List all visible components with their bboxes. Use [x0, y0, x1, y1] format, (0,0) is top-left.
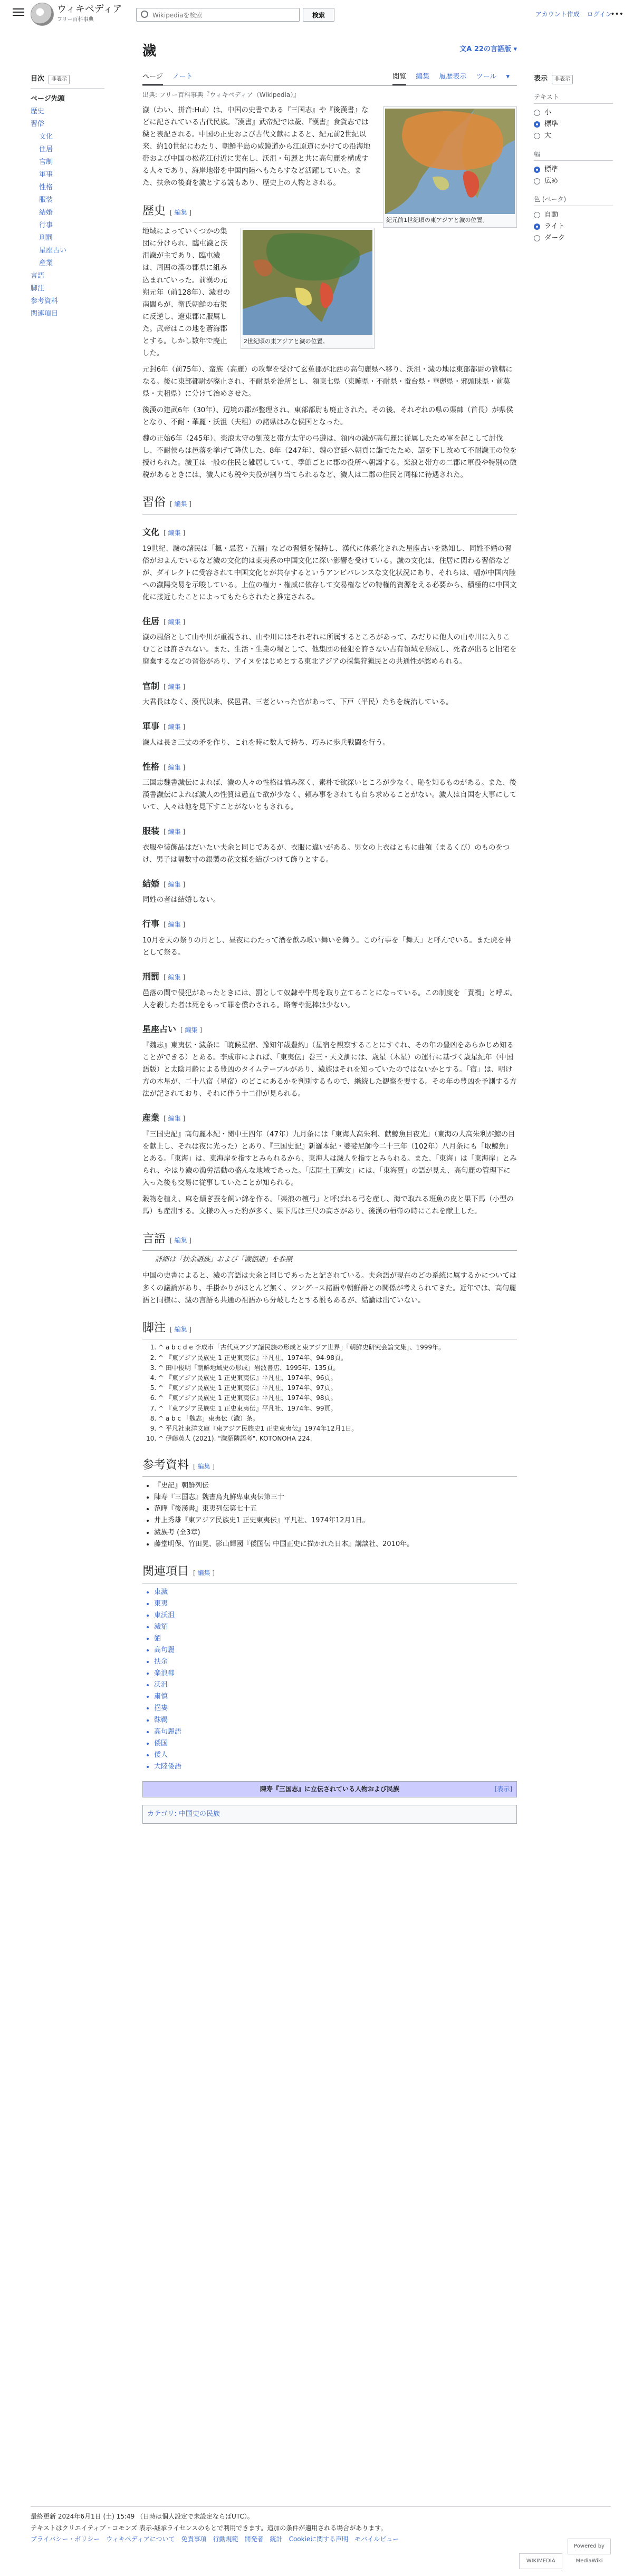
related-link[interactable]: • 挹婁	[154, 1703, 517, 1714]
toc-item[interactable]: ページ先頭	[31, 94, 65, 103]
edit-link[interactable]: [ 編集 ]	[193, 1463, 215, 1471]
footnote-item: 1. ^ a b c d e 李成市「古代東アジア諸民族の形成と東アジア世界」『朝鮮史研究会論文集』、1999年。	[158, 1343, 517, 1353]
footnote-item: 8. ^ a b c 「魏志」東夷伝（濊）条。	[158, 1414, 517, 1424]
related-link[interactable]: • 倭人	[154, 1749, 517, 1761]
history-paragraph: 元封6年（前75年）、蛮族（高麗）の攻撃を受けて玄菟郡が北西の高句麗県へ移り、沃沮・濊の地は東部都尉の管轄になる。後に東部都尉が廃止され、不耐県を治所とし、領東七県（東暆県・不耐県・蚕台県・華麗県・邪頭昧県・前莫県・夫租県）に分けて治めさせた。	[142, 365, 513, 398]
subsection-paragraph: 同姓の者は結婚しない。	[142, 896, 220, 905]
appearance-panel	[534, 74, 613, 244]
edit-link[interactable]: [ 編集 ]	[164, 921, 186, 929]
map-caption-2: 2世紀頃の東アジアと濊の位置。	[244, 338, 329, 345]
toc-item[interactable]: 文化	[39, 132, 53, 141]
footnote-item: 2. ^ 『東アジア民族史 1 正史東夷伝』平凡社、1974年、94-98頁。	[158, 1353, 517, 1363]
section-customs-title: 習俗	[142, 496, 166, 510]
radio-icon	[534, 178, 540, 184]
section-refs-title: 参考資料	[142, 1459, 189, 1472]
reference-item: • 范曄『後漢書』東夷列伝第七十五	[154, 1503, 517, 1515]
map-image-1	[385, 109, 515, 214]
related-link[interactable]: • 東夷	[154, 1598, 517, 1610]
subsection-heading	[142, 760, 517, 774]
toc-item[interactable]: 脚注	[31, 284, 45, 293]
text-size-option[interactable]	[534, 107, 613, 119]
subsection-title: 星座占い	[142, 1024, 177, 1034]
toc-item[interactable]: 服装	[39, 196, 53, 204]
appearance-title: 表示	[534, 75, 548, 83]
reference-item: • 『史記』朝鮮列伝	[154, 1480, 517, 1492]
section-notes-title: 脚注	[142, 1321, 166, 1335]
article-source: 出典: フリー百科事典『ウィキペディア（Wikipedia）』	[142, 91, 300, 99]
tab-page[interactable]: ページ	[142, 70, 163, 85]
search-icon	[141, 11, 148, 18]
navbox-title-link[interactable]: 陳寿『三国志』に立伝されている人物および民族	[260, 1785, 399, 1793]
related-link[interactable]: • 濊貊	[154, 1621, 517, 1633]
related-link[interactable]: • 高句麗	[154, 1645, 517, 1656]
toc-item[interactable]: 星座占い	[39, 246, 67, 255]
page-title: 濊	[142, 43, 157, 59]
text-size-option-label: 小	[544, 108, 552, 116]
edit-link[interactable]: [ 編集 ]	[170, 1237, 192, 1245]
footnote-item: 5. ^ 『東アジア民族史 1 正史東夷伝』平凡社、1974年、97頁。	[158, 1383, 517, 1393]
tab-tools[interactable]: ツール ▾	[476, 70, 510, 84]
subsection-paragraph: 三国志魏書濊伝によれば、濊の人々の性格は慎み深く、素朴で欲深いところが少なく、恥を知るものがある。また、後漢書濊伝によれば濊人の性質は愚直で欲が少なく、頼み事をされても自ら求めることがない。濊人は自国を大事にしていて、人々は他を見下すことがないともされる。	[142, 779, 517, 812]
toc-item[interactable]: 軍事	[39, 170, 53, 179]
color-option-label: ダーク	[544, 234, 565, 242]
color-option[interactable]	[534, 221, 613, 232]
section-related-title: 関連項目	[142, 1564, 189, 1578]
toc-list	[31, 93, 104, 320]
related-link[interactable]: • 沃沮	[154, 1679, 517, 1691]
search-button[interactable]: 検索	[303, 8, 334, 22]
license-text: テキストはクリエイティブ・コモンズ 表示-継承ライセンスのもとで利用できます。追加の条件が適用される場合があります。	[31, 2524, 387, 2532]
text-size-option-label: 標準	[544, 120, 559, 128]
radio-icon	[534, 167, 540, 173]
subsection-paragraph: 19世紀、濊の諸民は「楓・忌惹・五福」などの習慣を保持し、漢代に体系化された星座占いを熟知し、同姓不婚の習俗がおよんでいるなど濊の文化的は東夷系の中国文化に深い影響を受けている。濊の文化は、住居に関わる習俗などが、ダイレクトに受容されて中国文化とが共存するというアンビバレンスな文化状況にあり、それらは、幅が中国内陸への濊陽交易を示唆している。上位の権力・権威に依存して交易権などの特権的資源をえる必要から、積極的に中国文化に接近したことによってもたらされたと推定される。	[142, 545, 517, 601]
footer-link[interactable]: Cookieに関する声明	[289, 2535, 349, 2543]
navbox	[142, 1781, 517, 1797]
tab-tools-label: ツール	[476, 73, 497, 81]
text-size-option-label: 大	[544, 131, 552, 140]
edit-link[interactable]: [ 編集 ]	[164, 974, 186, 981]
subsection-paragraph: 衣服や装飾品はだいたい夫余と同じであるが、衣服に違いがある。男女の上衣はともに曲領（まるくび）のものをつけ、男子は幅数寸の銀製の花文様を結びつけて飾りとする。	[142, 843, 510, 864]
article-body	[142, 104, 517, 1824]
more-options-icon[interactable]: •••	[610, 10, 624, 18]
related-link[interactable]: • 東沃沮	[154, 1610, 517, 1621]
subsection-paragraph: 邑落の間で侵犯があったときには、罰として奴隷や牛馬を取り立てることになっている。この制度を「責禍」と呼ぶ。人を殺した者は死をもって罪を償わされる。略奪や泥棒は少ない。	[142, 989, 517, 1009]
subsection-paragraph: 穀物を植え、麻を績ぎ蚕を飼い綿を作る。「楽浪の檀弓」と呼ばれる弓を産し、海で取れる班魚の皮と果下馬（小型の馬）も産出する。文様の入った豹が多く、果下馬は三尺の高さがあり、後漢の桓帝の時にこれを献上した。	[142, 1195, 514, 1216]
edit-link[interactable]: [ 編集 ]	[170, 1325, 192, 1333]
toc-item[interactable]: 関連項目	[31, 309, 59, 318]
page-footer	[31, 2506, 611, 2564]
edit-link[interactable]: [ 編集 ]	[180, 1026, 203, 1034]
width-option[interactable]	[534, 176, 613, 187]
edit-link[interactable]: [ 編集 ]	[164, 683, 186, 691]
footnotes-list	[142, 1343, 517, 1444]
category-box	[142, 1805, 517, 1824]
article	[142, 42, 517, 1824]
tab-history[interactable]: 履歴表示	[439, 73, 467, 81]
footnote-item: 3. ^ 田中俊明「朝鮮地域史の形成」岩波書店、1995年、135頁。	[158, 1363, 517, 1373]
history-paragraph: 後漢の建武6年（30年）、辺境の郡が整理され、東部都尉も廃止された。その後、それぞれの県の渠帥（首長）が県侯となり、不耐・華麗・沃沮（夫租）の諸県はみな侯国となった。	[142, 406, 513, 427]
section-notes-heading	[142, 1318, 517, 1340]
subsection-heading	[142, 877, 517, 891]
edit-link[interactable]: [ 編集 ]	[170, 208, 192, 216]
tab-talk[interactable]: ノート	[172, 73, 193, 81]
main-menu-icon[interactable]	[13, 6, 24, 18]
edit-link[interactable]: [ 編集 ]	[164, 828, 186, 836]
subsection-title: 軍事	[142, 721, 160, 732]
width-option-label: 広め	[544, 177, 559, 185]
width-options	[534, 164, 613, 187]
subsection-heading	[142, 1022, 517, 1037]
radio-icon	[534, 133, 540, 139]
footnote-item: 10. ^ 伊藤英人 (2021). "濊貊隣語考". KOTONOHA 224.	[158, 1434, 517, 1444]
subsection-paragraph: 10月を天の祭りの月とし、昼夜にわたって酒を飲み歌い舞いを舞う。この行事を「舞天」と呼んでいる。また虎を神として祭る。	[142, 936, 512, 957]
hatnote: 詳細は「扶余語族」および「濊貊語」を参照	[155, 1256, 293, 1264]
toc-item[interactable]: 参考資料	[31, 297, 59, 305]
toc-item[interactable]: 性格	[39, 183, 53, 191]
radio-icon	[534, 110, 540, 116]
toc-item[interactable]: 産業	[39, 259, 53, 267]
subsection-paragraph: 『魏志』東夷伝・濊条に「暁候星宿、豫知年歳豊約」（星宿を観察することにすぐれ、その年の豊凶をあらかじめ知ることができる）とある。李成市によれば、「東夷伝」巻三・天文訓には、歳星（木星）の運行に基づく歳星紀年（中国語版）と太陰月齢による豊凶のタイムテーブルがあり、濊族はそれを知っていたのではないかとする。「宿」は、明け方の木星が、二十八宿（星宿）のどこにあるかを判別するもので、継続した観察を要する。その年の豊凶を予測する方法が記されており、それに伴う十二律が見られる。	[142, 1042, 517, 1099]
appearance-hide-button[interactable]: 非表示	[552, 75, 573, 84]
login-link[interactable]: ログイン	[587, 11, 612, 18]
map-figure-1[interactable]	[383, 106, 517, 227]
related-link[interactable]: • 東濊	[154, 1587, 517, 1598]
references-list	[142, 1480, 517, 1550]
language-paragraph: 中国の史書によると、濊の言語は夫余と同じであったと記されている。夫余語が現在のどの系統に属するかについては多くの議論があり、手掛かりがほとんど無く、ツングース諸語や朝鮮語との関係が考えられてきた。近年では、高句麗語と同様に、濊の言語も共通の祖語から分岐したとする説もあるが、結論は出ていない。	[142, 1272, 517, 1305]
subsection-title: 住居	[142, 616, 160, 626]
subsection-heading	[142, 1111, 517, 1125]
footer-link[interactable]: 開発者	[244, 2535, 264, 2543]
width-label: 幅	[534, 149, 613, 161]
history-paragraph: 地域によっていくつかの集団に分けられ、臨屯濊と沃沮濊が主であり、臨屯濊は、周囲の漢の郡県に組み込まれていった。前漢の元朔元年（前128年）、濊君の南閭らが、衛氏朝鮮の右渠に反逆し、遼東郡に服属した。武帝はこの地を蒼海郡とする。しかし数年で廃止した。	[142, 228, 231, 357]
footer-link[interactable]: 行動規範	[213, 2535, 238, 2543]
subsection-heading	[142, 719, 517, 734]
subsection-title: 行事	[142, 919, 160, 929]
toc-item[interactable]: 行事	[39, 221, 53, 229]
wikipedia-logo-icon[interactable]	[31, 3, 54, 26]
section-customs-heading	[142, 493, 517, 514]
related-link[interactable]: • 扶余	[154, 1656, 517, 1668]
edit-link[interactable]: [ 編集 ]	[164, 723, 186, 731]
radio-icon	[534, 121, 540, 128]
site-header	[0, 0, 633, 26]
color-options	[534, 209, 613, 244]
navbox-title	[143, 1782, 516, 1797]
subsection-heading	[142, 824, 517, 839]
width-option[interactable]	[534, 164, 613, 176]
subsection-heading	[142, 679, 517, 694]
search-box[interactable]	[136, 8, 300, 22]
edit-link[interactable]: [ 編集 ]	[164, 529, 186, 537]
edit-link[interactable]: [ 編集 ]	[193, 1569, 215, 1577]
footer-link[interactable]: 免責事項	[181, 2535, 207, 2543]
footer-link[interactable]: 統計	[270, 2535, 283, 2543]
search-input[interactable]	[151, 9, 296, 21]
toc-item[interactable]: 言語	[31, 271, 45, 280]
subsection-title: 刑罰	[142, 971, 160, 982]
customs-subsections	[142, 525, 517, 1218]
text-size-option[interactable]	[534, 119, 613, 130]
radio-icon	[534, 212, 540, 218]
map-caption-1: 紀元前1世紀頃の東アジアと濊の位置。	[386, 217, 488, 224]
reference-item: • 陳寿『三国志』魏書烏丸鮮卑東夷伝第三十	[154, 1492, 517, 1503]
subsection-title: 結婚	[142, 878, 160, 889]
section-related-heading	[142, 1562, 517, 1583]
footnote-item: 7. ^ 『東アジア民族史 1 正史東夷伝』平凡社、1974年、99頁。	[158, 1404, 517, 1414]
toc-title: 目次	[31, 75, 45, 83]
color-option[interactable]	[534, 232, 613, 244]
personal-tools	[530, 9, 612, 20]
subsection-paragraph: 大君長はなく、漢代以来、侯邑君、三老といった官があって、下戸（平民）たちを統治している。	[142, 698, 453, 707]
subsection-heading	[142, 614, 517, 629]
subsection-paragraph: 濊の風俗として山や川が重視され、山や川にはそれぞれに所属するところがあって、みだりに他人の山や川に入りこむことは許されない。また、生活・生業の場として、他集団の侵犯を許さない占有領域を形成し、死者が出ると旧宅を廃棄するなどの習俗があり、アイヌをはじめとする東北アジアの採集狩猟民との共通性が認められる。	[142, 634, 517, 666]
footer-link[interactable]: プライバシー・ポリシー	[31, 2535, 100, 2543]
language-count: 22の言語版	[474, 45, 511, 53]
subsection-title: 官制	[142, 681, 160, 691]
toc-item[interactable]: 習俗	[31, 120, 45, 128]
subsection-title: 性格	[142, 761, 160, 772]
map-image-2	[243, 230, 372, 335]
edit-link[interactable]: [ 編集 ]	[164, 880, 186, 888]
subsection-paragraph: 濊人は長さ三丈の矛を作り、これを時に数人で持ち、巧みに歩兵戦闘を行う。	[142, 738, 390, 747]
map-figure-2[interactable]	[241, 228, 375, 348]
color-label: 色 (ベータ)	[534, 195, 613, 206]
related-link[interactable]: • 倭国	[154, 1738, 517, 1749]
footnote-item: 4. ^ 『東アジア民族史 1 正史東夷伝』平凡社、1974年、96頁。	[158, 1373, 517, 1383]
tab-read[interactable]: 閲覧	[392, 70, 406, 85]
footnote-item: 9. ^ 平凡社東洋文庫『東アジア民族史1 正史東夷伝』1974年12月1日。	[158, 1424, 517, 1434]
related-link[interactable]: • 高句麗語	[154, 1726, 517, 1738]
reference-item: • 藤堂明保、竹田晃、影山輝國『倭国伝 中国正史に描かれた日本』講談社、2010年。	[154, 1539, 517, 1550]
edit-link[interactable]: [ 編集 ]	[164, 618, 186, 626]
edit-link[interactable]: [ 編集 ]	[164, 1115, 186, 1123]
footer-link[interactable]: ウィキペディアについて	[106, 2535, 175, 2543]
subsection-title: 服装	[142, 826, 160, 837]
related-link[interactable]: • 貊	[154, 1633, 517, 1645]
reference-item: • 井上秀雄『東アジア民族史1 正史東夷伝』平凡社、1974年12月1日。	[154, 1515, 517, 1527]
section-history-title: 歴史	[142, 204, 166, 218]
toc-item[interactable]: 住居	[39, 145, 53, 153]
last-edited: 最終更新 2024年6月1日 (土) 15:49 （日時は個人設定で未設定ならばUTC）。	[31, 2513, 254, 2520]
toc-item[interactable]: 官制	[39, 158, 53, 166]
text-size-label: テキスト	[534, 92, 613, 104]
page-tabs	[142, 70, 517, 86]
subsection-heading	[142, 969, 517, 984]
tab-edit[interactable]: 編集	[416, 73, 430, 81]
history-paragraph: 魏の正始6年（245年）、楽浪太守の劉茂と帯方太守の弓遵は、領内の濊が高句麗に従属したため軍を起こして討伐し、不耐侯らは邑落を挙げて降伏した。8年（247年）、魏の宮廷へ朝貢に詣でたため、詔を下し改めて不耐濊王の位を授けられた。濊王は一般の住民と雑居していて、季節ごとに郡の役所へ朝謁する。楽浪と帯方の二郡に軍役や特別の徴税があるときには、濊人にも税や夫役が割り当てられるなど、濊人は二郡の住民と同様に待遇された。	[142, 435, 517, 480]
text-size-options	[534, 107, 613, 142]
language-button[interactable]: 文A 22の言語版 ▾	[459, 45, 517, 53]
color-option-label: 自動	[544, 210, 559, 219]
table-of-contents	[31, 74, 104, 320]
toc-item[interactable]: 結婚	[39, 208, 53, 217]
subsection-paragraph: 『三国史記』高句麗本紀・閔中王四年（47年）九月条には「東海人高朱利、献鯨魚目夜光」（東海の人高朱利が鯨の目を献上し、それは夜に光った）とあり、『三国史記』新羅本紀・婆娑尼師今二十三年（102年）八月条にも「取鯨魚」とある。「東海」は、東海岸を指すとみられるから、東海人は濊人を指すとみられる。また、「東海」は「東海岸」とみられ、やはり濊の漁労活動の盛んな地域であった。「広開土王碑文」には、「東海賈」の語が見え、高句麗の管理下に入った後も交易に従事していたことが知られる。	[142, 1130, 517, 1188]
mediawiki-badge[interactable]: Powered by MediaWiki	[568, 2539, 611, 2554]
subsection-heading	[142, 917, 517, 931]
related-link[interactable]: • 大陸倭語	[154, 1761, 517, 1773]
reference-item: • 濊族考 (全3章)	[154, 1527, 517, 1539]
width-option-label: 標準	[544, 165, 559, 173]
edit-link[interactable]: [ 編集 ]	[170, 500, 192, 508]
site-wordmark[interactable]: ウィキペディア	[57, 4, 122, 15]
footer-badges	[516, 2539, 611, 2569]
related-list	[142, 1587, 517, 1773]
section-language-title: 言語	[142, 1232, 166, 1246]
edit-link[interactable]: [ 編集 ]	[164, 763, 186, 771]
footer-link[interactable]: モバイルビュー	[354, 2535, 399, 2543]
navbox-toggle[interactable]: [表示]	[494, 1785, 512, 1793]
section-refs-heading	[142, 1455, 517, 1477]
footnote-item: 6. ^ 『東アジア民族史 1 正史東夷伝』平凡社、1974年、98頁。	[158, 1393, 517, 1403]
intro-paragraph: 濊（わい、拼音:Huì）は、中国の史書である『三国志』や『後漢書』などに記されている古代民族。『漢書』武帝紀では薉、『漢書』食貨志では穢と表記される。中国の正史および古代文献によると、紀元前2世紀以来、約10世紀にわたり、朝鮮半島の咸鏡道から江原道にかけての沿海地帯および中国の松花江付近に実在し、沃沮・句麗と共に高句麗を構成する人々であり、海岸地帯を中国内陸へもたらすなど活躍していた。また、扶余の後裔を濊とする説もあり、歴史上の人物とされる。	[142, 106, 371, 188]
related-link[interactable]: • 楽浪郡	[154, 1668, 517, 1679]
text-size-option[interactable]	[534, 130, 613, 142]
related-link[interactable]: • 粛慎	[154, 1691, 517, 1703]
related-link[interactable]: • 靺鞨	[154, 1715, 517, 1726]
subsection-title: 文化	[142, 527, 160, 538]
subsection-heading	[142, 525, 517, 540]
category-link[interactable]: カテゴリ: 中国史の民族	[147, 1810, 220, 1818]
toc-item[interactable]: 刑罰	[39, 234, 53, 242]
toc-hide-button[interactable]: 非表示	[49, 75, 70, 84]
section-language-heading	[142, 1229, 517, 1251]
toc-divider	[31, 88, 104, 89]
create-account-link[interactable]: アカウント作成	[535, 11, 580, 18]
color-option-label: ライト	[544, 222, 565, 230]
toc-item[interactable]: 歴史	[31, 107, 45, 115]
wikimedia-badge[interactable]: WIKIMEDIA	[519, 2553, 562, 2569]
color-option[interactable]	[534, 209, 613, 221]
radio-icon	[534, 235, 540, 241]
subsection-title: 産業	[142, 1113, 160, 1123]
radio-icon	[534, 223, 540, 230]
site-tagline: フリー百科事典	[57, 17, 94, 23]
